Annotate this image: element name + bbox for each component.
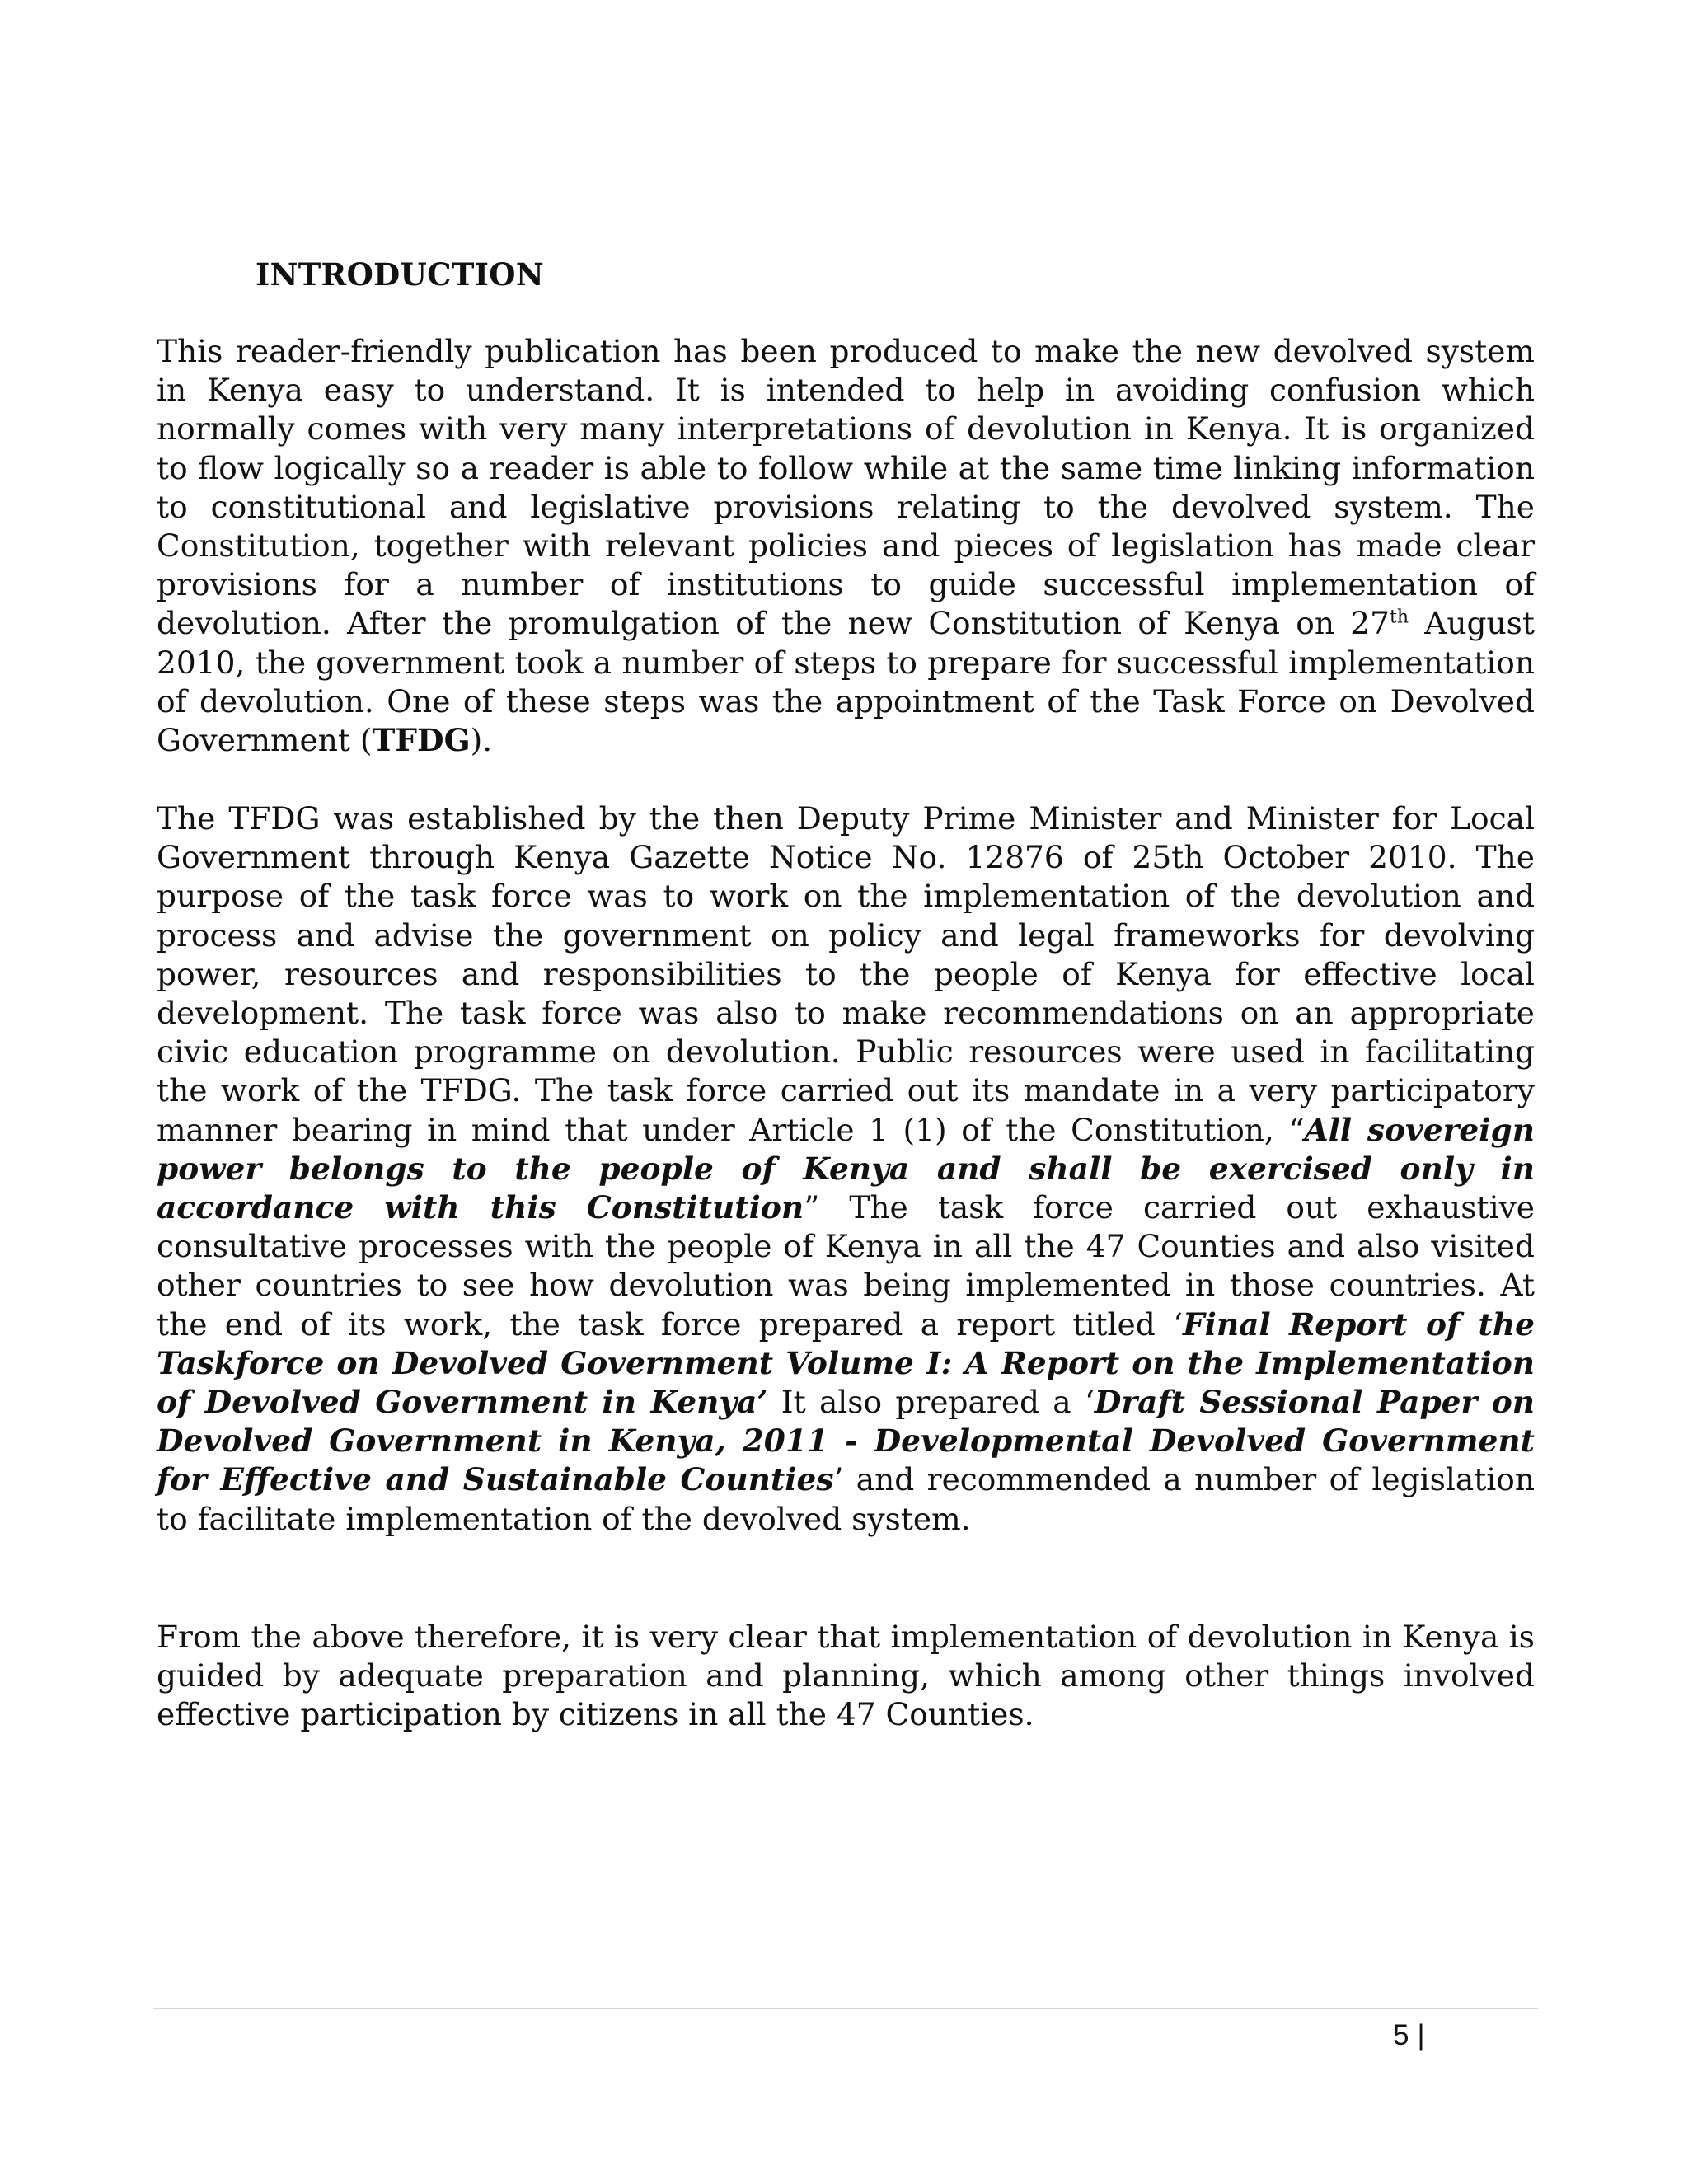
paragraph-conclusion: From the above therefore, it is very clear that implementation of devolution in Kenya is guided by adequate preparation and planning, which among other things involved effective participation by citizens in all the 47 Counties. [157,1619,1535,1733]
constitution-quote: All sovereign power belongs to the people of Kenya and shall be exercised only in accordance with this Constitution [157,1111,1535,1226]
paragraph-intro-text-b: August 2010, the government took a number of steps to prepare for successful implementation of devolution. One of these steps was the appointment of the Task Force on Devolved Government ( [157,605,1535,759]
paragraph-intro-text-c: ). [470,722,493,759]
page-number [1393,2018,1425,2054]
paragraph-tfdg [157,799,1535,1539]
footer-divider [153,2008,1538,2009]
final-report-title: Final Report of the Taskforce on Devolved Government Volume I: A Report on the Implementation of Devolved Government in Kenya’ [157,1305,1535,1421]
paragraph-tfdg-text-b: ” The task force carried out exhaustive consultative processes with the people of Kenya in all the 47 Counties and also visited other countries to see how devolution was being implemented in those countries. At the end of its work, the task force prepared a report titled ‘ [157,1189,1535,1343]
paragraph-tfdg-text-d: ’ and recommended a number of legislation to facilitate implementation of the devolved system. [157,1461,1535,1537]
paragraph-tfdg-text-a: The TFDG was established by the then Deputy Prime Minister and Minister for Local Government through Kenya Gazette Notice No. 12876 of 25th October 2010. The purpose of the task force was to work on the implementation of the devolution and process and advise the government on policy and legal frameworks for devolving power, resources and responsibilities to the people of Kenya for effective local development. The task force was also to make recommendations on an appropriate civic education programme on devolution. Public resources were used in facilitating the work of the TFDG. The task force carried out its mandate in a very participatory manner bearing in mind that under Article 1 (1) of the Constitution, “ [157,800,1535,1148]
ordinal-superscript: th [1390,607,1409,628]
sessional-paper-title: Draft Sessional Paper on Devolved Government in Kenya, 2011 - Developmental Devolved Government for Effective and Sustainable Counties [157,1384,1535,1498]
paragraph-tfdg-text-c: It also prepared a ‘ [767,1384,1095,1421]
page-number-separator: | [1417,2019,1425,2051]
paragraph-intro [157,332,1535,760]
section-heading: INTRODUCTION [256,256,544,293]
paragraph-intro-text-a: This reader-friendly publication has been produced to make the new devolved system in Kenya easy to understand. It is intended to help in avoiding confusion which normally comes with very many interpretations of devolution in Kenya. It is organized to flow logically so a reader is able to follow while at the same time linking information to constitutional and legislative provisions relating to the devolved system. The Constitution, together with relevant policies and pieces of legislation has made clear provisions for a number of institutions to guide successful implementation of devolution. After the promulgation of the new Constitution of Kenya on 27 [157,333,1535,642]
tfdg-acronym: TFDG [372,722,471,759]
page-number-value: 5 [1393,2019,1409,2051]
